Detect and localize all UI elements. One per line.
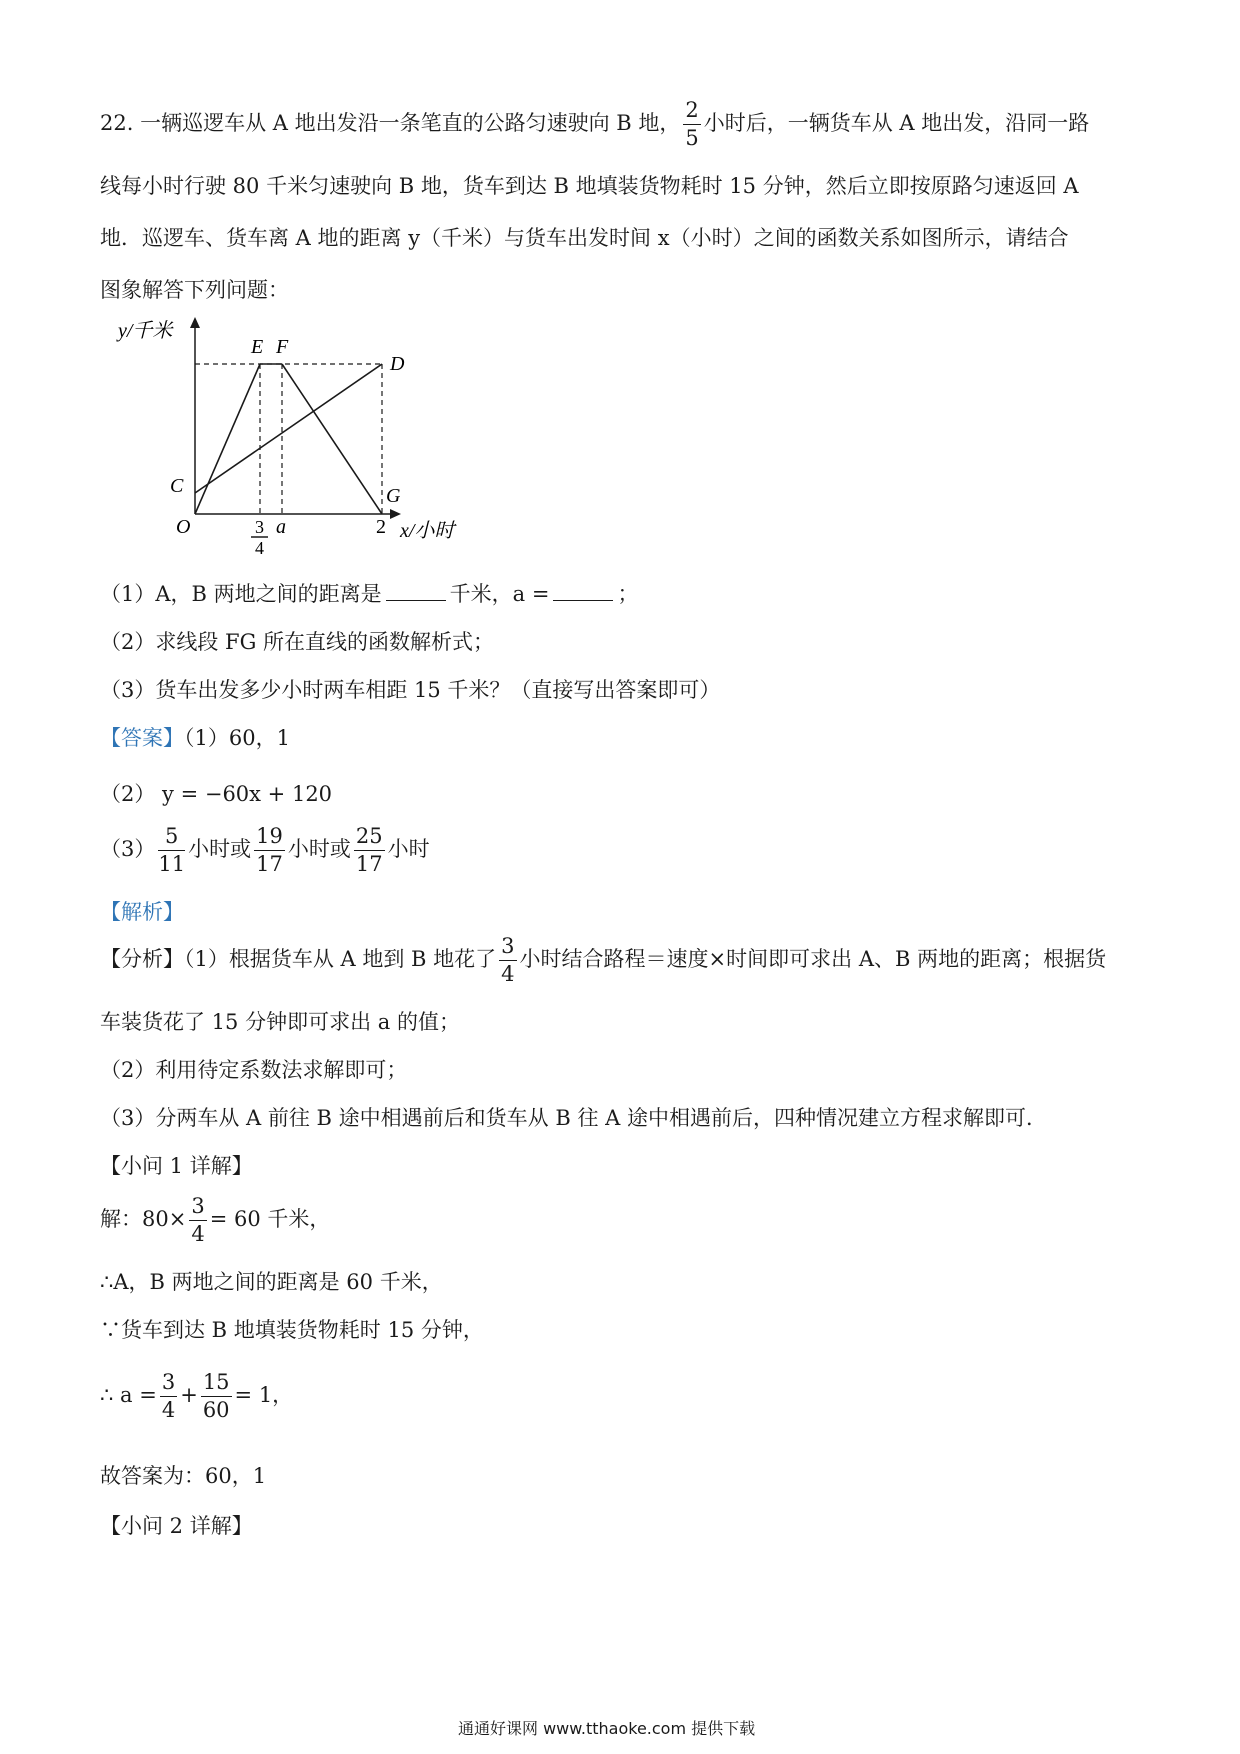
answer-tag: 【答案】 bbox=[100, 726, 184, 750]
frac-denominator: 60 bbox=[202, 1398, 230, 1422]
fraction-15-60 bbox=[201, 1372, 232, 1421]
x-axis-arrow bbox=[390, 509, 401, 519]
frac-denominator: 5 bbox=[685, 126, 699, 150]
frac-denominator: 17 bbox=[256, 852, 283, 876]
y-axis-label: y/千米 bbox=[118, 320, 173, 342]
frac-denominator: 4 bbox=[501, 962, 515, 986]
answer-blank-2 bbox=[553, 582, 613, 601]
question-1-text: 千米，a = bbox=[449, 582, 550, 606]
detail-text: ∴ a = bbox=[100, 1383, 157, 1407]
x-tick-a: a bbox=[276, 516, 286, 538]
page-footer: 通通好课网 www.tthaoke.com 提供下载 bbox=[458, 1719, 756, 1738]
detail-text: 解：80× bbox=[100, 1207, 187, 1231]
frac-denominator: 11 bbox=[158, 852, 186, 876]
y-axis-arrow bbox=[190, 317, 200, 328]
frac-numerator: 3 bbox=[189, 1196, 206, 1221]
answer-3-text: 小时或 bbox=[287, 837, 351, 861]
answer-line-3 bbox=[100, 826, 430, 875]
fraction-three-quarters bbox=[499, 936, 516, 985]
frac-numerator: 3 bbox=[160, 1372, 177, 1397]
answer-line-2: （2） y = −60x + 120 bbox=[100, 782, 333, 806]
detail-1-step-1 bbox=[100, 1196, 330, 1245]
detail-1-title: 【小问 1 详解】 bbox=[100, 1154, 253, 1178]
point-g-label: G bbox=[386, 485, 401, 507]
detail-1-step-4 bbox=[100, 1372, 293, 1421]
frac-numerator: 15 bbox=[201, 1372, 232, 1397]
question-3: （3）货车出发多少小时两车相距 15 千米？（直接写出答案即可） bbox=[100, 678, 721, 702]
detail-text: = 60 千米， bbox=[209, 1207, 331, 1231]
detail-text: = 1， bbox=[234, 1383, 294, 1407]
fraction-25-17 bbox=[354, 826, 385, 875]
analysis-tag: 【解析】 bbox=[100, 900, 184, 924]
line-o-e bbox=[195, 364, 260, 514]
x-tick-frac-denominator: 4 bbox=[255, 538, 264, 555]
question-1-text: ； bbox=[617, 582, 639, 606]
problem-line-2: 线每小时行驶 80 千米匀速驶向 B 地，货车到达 B 地填装货物耗时 15 分钟，然后立即按原路匀速返回 A bbox=[100, 174, 1079, 198]
line-c-d bbox=[195, 364, 382, 493]
answer-line-1 bbox=[100, 722, 290, 752]
detail-2-title: 【小问 2 详解】 bbox=[100, 1514, 253, 1538]
line-f-g bbox=[282, 364, 382, 514]
analysis-line-3: （2）利用待定系数法求解即可； bbox=[100, 1058, 408, 1082]
frac-numerator: 2 bbox=[683, 100, 700, 125]
problem-line-3: 地．巡逻车、货车离 A 地的距离 y（千米）与货车出发时间 x（小时）之间的函数关系如图所示，请结合 bbox=[100, 226, 1069, 250]
question-2: （2）求线段 FG 所在直线的函数解析式； bbox=[100, 630, 495, 654]
fraction-two-fifths bbox=[683, 100, 700, 149]
fraction-19-17 bbox=[254, 826, 285, 875]
answer-1: （1）60，1 bbox=[184, 726, 290, 750]
question-1-text: （1）A，B 两地之间的距离是 bbox=[100, 582, 382, 606]
frac-denominator: 4 bbox=[191, 1222, 205, 1246]
answer-3-prefix: （3） bbox=[100, 837, 156, 861]
frac-denominator: 17 bbox=[355, 852, 383, 876]
plus-sign: + bbox=[180, 1383, 198, 1407]
fraction-three-quarters bbox=[160, 1372, 177, 1421]
analysis-line-1 bbox=[100, 936, 1106, 985]
problem-line-4: 图象解答下列问题： bbox=[100, 278, 289, 302]
problem-text: 22. 一辆巡逻车从 A 地出发沿一条笔直的公路匀速驶向 B 地， bbox=[100, 111, 681, 135]
problem-text: 小时后，一辆货车从 A 地出发，沿同一路 bbox=[703, 111, 1090, 135]
x-tick-two: 2 bbox=[376, 516, 386, 538]
analysis-line-4: （3）分两车从 A 前往 B 途中相遇前后和货车从 B 往 A 途中相遇前后，四种情况建立方程求解即可． bbox=[100, 1106, 1047, 1130]
analysis-text: 【分析】（1）根据货车从 A 地到 B 地花了 bbox=[100, 947, 497, 971]
x-tick-frac-numerator: 3 bbox=[255, 517, 264, 537]
point-d-label: D bbox=[390, 353, 405, 375]
frac-denominator: 4 bbox=[161, 1398, 176, 1422]
answer-3-text: 小时或 bbox=[188, 837, 252, 861]
frac-numerator: 25 bbox=[354, 826, 385, 851]
fraction-5-11 bbox=[158, 826, 185, 875]
detail-1-answer: 故答案为：60，1 bbox=[100, 1464, 267, 1488]
function-graph bbox=[110, 315, 470, 555]
x-axis-label: x/小时 bbox=[400, 520, 455, 542]
analysis-line-2: 车装货花了 15 分钟即可求出 a 的值； bbox=[100, 1010, 460, 1034]
origin-label: O bbox=[176, 516, 191, 538]
analysis-text: 小时结合路程＝速度×时间即可求出 A、B 两地的距离；根据货 bbox=[519, 947, 1107, 971]
answer-blank-1 bbox=[386, 582, 446, 601]
detail-1-step-3: ∵货车到达 B 地填装货物耗时 15 分钟， bbox=[100, 1318, 484, 1342]
point-f-label: F bbox=[276, 336, 289, 358]
problem-line-1 bbox=[100, 100, 1089, 149]
frac-numerator: 5 bbox=[158, 826, 185, 851]
point-c-label: C bbox=[170, 475, 184, 497]
point-e-label: E bbox=[251, 336, 264, 358]
fraction-three-quarters bbox=[189, 1196, 206, 1245]
answer-3-text: 小时 bbox=[387, 837, 430, 861]
detail-1-step-2: ∴A，B 两地之间的距离是 60 千米， bbox=[100, 1270, 443, 1294]
frac-numerator: 19 bbox=[254, 826, 285, 851]
question-1 bbox=[100, 578, 638, 608]
frac-numerator: 3 bbox=[499, 936, 516, 961]
